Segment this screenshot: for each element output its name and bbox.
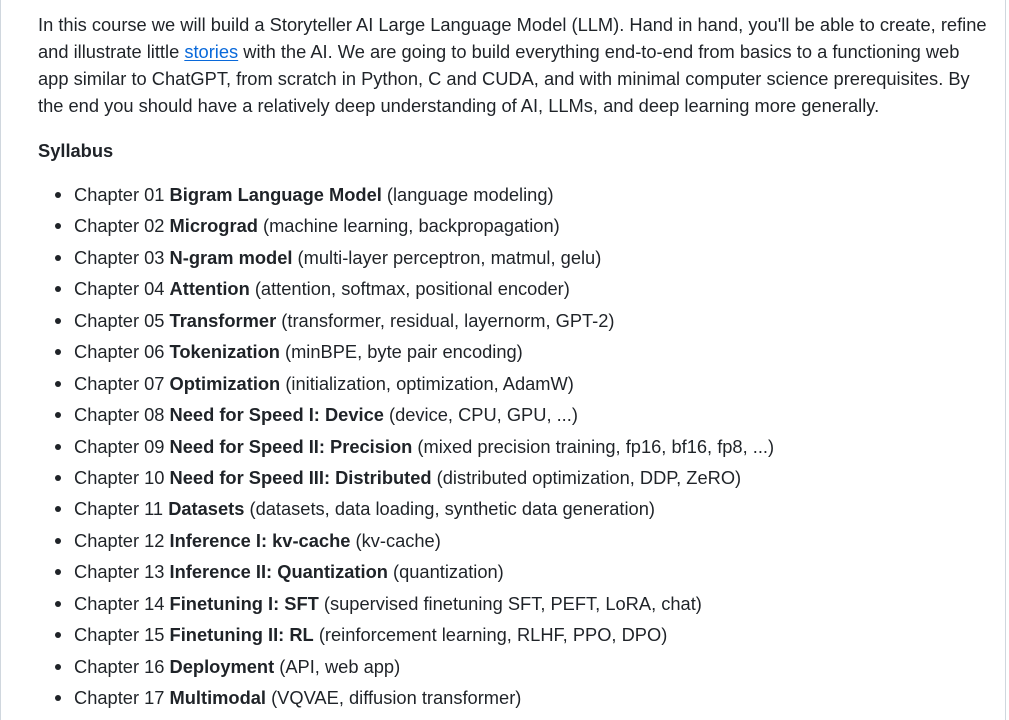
bullet-icon bbox=[55, 632, 61, 638]
chapter-topics: (attention, softmax, positional encoder) bbox=[249, 278, 570, 300]
chapter-topics: (minBPE, byte pair encoding) bbox=[279, 341, 523, 363]
chapter-number: Chapter 02 bbox=[74, 215, 170, 237]
chapter-name: Deployment bbox=[169, 655, 275, 677]
chapter-number: Chapter 03 bbox=[74, 246, 170, 268]
bullet-icon bbox=[55, 412, 61, 418]
bullet-icon bbox=[55, 695, 61, 701]
chapter-number: Chapter 01 bbox=[74, 184, 170, 205]
chapter-name: Multimodal bbox=[169, 687, 267, 708]
chapter-list-item bbox=[38, 277, 988, 308]
chapter-number: Chapter 06 bbox=[74, 341, 170, 363]
chapter-topics: (supervised finetuning SFT, PEFT, LoRA, chat) bbox=[318, 592, 702, 614]
chapter-name: Tokenization bbox=[169, 341, 280, 363]
chapter-list-item bbox=[38, 466, 988, 497]
chapter-list-item bbox=[38, 340, 988, 371]
intro-paragraph bbox=[38, 11, 988, 119]
bullet-icon bbox=[55, 381, 61, 387]
chapter-number: Chapter 17 bbox=[74, 687, 170, 708]
bullet-icon bbox=[55, 475, 61, 481]
chapter-list-item bbox=[38, 592, 988, 623]
chapter-number: Chapter 11 bbox=[74, 498, 169, 520]
bullet-icon bbox=[55, 538, 61, 544]
chapter-list-item bbox=[38, 246, 988, 277]
chapter-topics: (multi-layer perceptron, matmul, gelu) bbox=[292, 246, 602, 268]
bullet-icon bbox=[55, 223, 61, 229]
chapter-number: Chapter 15 bbox=[74, 624, 170, 646]
chapter-topics: (kv-cache) bbox=[350, 529, 441, 551]
chapter-list-item bbox=[38, 309, 988, 340]
chapter-topics: (device, CPU, GPU, ...) bbox=[383, 404, 578, 426]
chapter-number: Chapter 14 bbox=[74, 592, 170, 614]
chapter-name: Datasets bbox=[168, 498, 245, 520]
chapter-list-item bbox=[38, 183, 988, 214]
chapter-topics: (quantization) bbox=[387, 561, 504, 583]
chapter-topics: (datasets, data loading, synthetic data generation) bbox=[244, 498, 655, 520]
chapter-list-item bbox=[38, 497, 988, 528]
chapter-name: Need for Speed I: Device bbox=[169, 404, 384, 426]
chapter-list-item bbox=[38, 435, 988, 466]
chapter-list-item bbox=[38, 529, 988, 560]
bullet-icon bbox=[55, 444, 61, 450]
chapter-number: Chapter 07 bbox=[74, 372, 170, 394]
chapter-name: Finetuning II: RL bbox=[169, 624, 314, 646]
bullet-icon bbox=[55, 349, 61, 355]
chapter-topics: (VQVAE, diffusion transformer) bbox=[266, 687, 522, 708]
stories-link[interactable]: stories bbox=[184, 41, 239, 62]
chapter-number: Chapter 04 bbox=[74, 278, 170, 300]
chapter-list-item bbox=[38, 372, 988, 403]
chapter-list-item bbox=[38, 403, 988, 434]
chapter-name: Bigram Language Model bbox=[169, 184, 382, 205]
chapter-number: Chapter 09 bbox=[74, 435, 170, 457]
chapter-list-item bbox=[38, 560, 988, 591]
chapter-list bbox=[38, 183, 988, 717]
intro-text-part1: In this course we will build a Storyteller AI Large Language Model (LLM). Hand in hand, you'll be able to create, refine and illustrate little bbox=[38, 14, 987, 62]
chapter-name: Finetuning I: SFT bbox=[169, 592, 319, 614]
bullet-icon bbox=[55, 506, 61, 512]
chapter-number: Chapter 12 bbox=[74, 529, 170, 551]
chapter-list-item bbox=[38, 655, 988, 686]
chapter-number: Chapter 10 bbox=[74, 466, 170, 488]
chapter-number: Chapter 08 bbox=[74, 404, 170, 426]
chapter-topics: (initialization, optimization, AdamW) bbox=[280, 372, 574, 394]
chapter-topics: (distributed optimization, DDP, ZeRO) bbox=[431, 466, 742, 488]
chapter-name: Attention bbox=[169, 278, 250, 300]
bullet-icon bbox=[55, 318, 61, 324]
chapter-number: Chapter 05 bbox=[74, 309, 170, 331]
chapter-topics: (transformer, residual, layernorm, GPT-2) bbox=[276, 309, 615, 331]
syllabus-heading: Syllabus bbox=[38, 140, 114, 161]
chapter-list-item bbox=[38, 214, 988, 245]
chapter-topics: (API, web app) bbox=[274, 655, 401, 677]
chapter-name: Inference I: kv-cache bbox=[169, 529, 351, 551]
chapter-name: Need for Speed II: Precision bbox=[169, 435, 413, 457]
chapter-name: N-gram model bbox=[169, 246, 293, 268]
chapter-name: Inference II: Quantization bbox=[169, 561, 388, 583]
chapter-list-item bbox=[38, 623, 988, 654]
chapter-topics: (machine learning, backpropagation) bbox=[257, 215, 560, 237]
bullet-icon bbox=[55, 192, 61, 198]
chapter-topics: (language modeling) bbox=[381, 184, 554, 205]
chapter-list-item bbox=[38, 686, 988, 717]
chapter-number: Chapter 16 bbox=[74, 655, 170, 677]
chapter-name: Micrograd bbox=[169, 215, 258, 237]
chapter-number: Chapter 13 bbox=[74, 561, 170, 583]
bullet-icon bbox=[55, 664, 61, 670]
chapter-name: Optimization bbox=[169, 372, 281, 394]
bullet-icon bbox=[55, 601, 61, 607]
chapter-topics: (mixed precision training, fp16, bf16, fp8, ...) bbox=[412, 435, 775, 457]
intro-text-part2: with the AI. We are going to build everything end-to-end from basics to a functioning web app similar to ChatGPT, from scratch in Python, C and CUDA, and with minimal computer science prerequisites. By the end you should have a relatively deep understanding of AI, LLMs, and deep learning more generally. bbox=[38, 41, 970, 116]
bullet-icon bbox=[55, 255, 61, 261]
chapter-name: Transformer bbox=[169, 309, 277, 331]
chapter-name: Need for Speed III: Distributed bbox=[169, 466, 432, 488]
chapter-topics: (reinforcement learning, RLHF, PPO, DPO) bbox=[313, 624, 668, 646]
bullet-icon bbox=[55, 286, 61, 292]
readme-content bbox=[38, 11, 988, 708]
bullet-icon bbox=[55, 569, 61, 575]
